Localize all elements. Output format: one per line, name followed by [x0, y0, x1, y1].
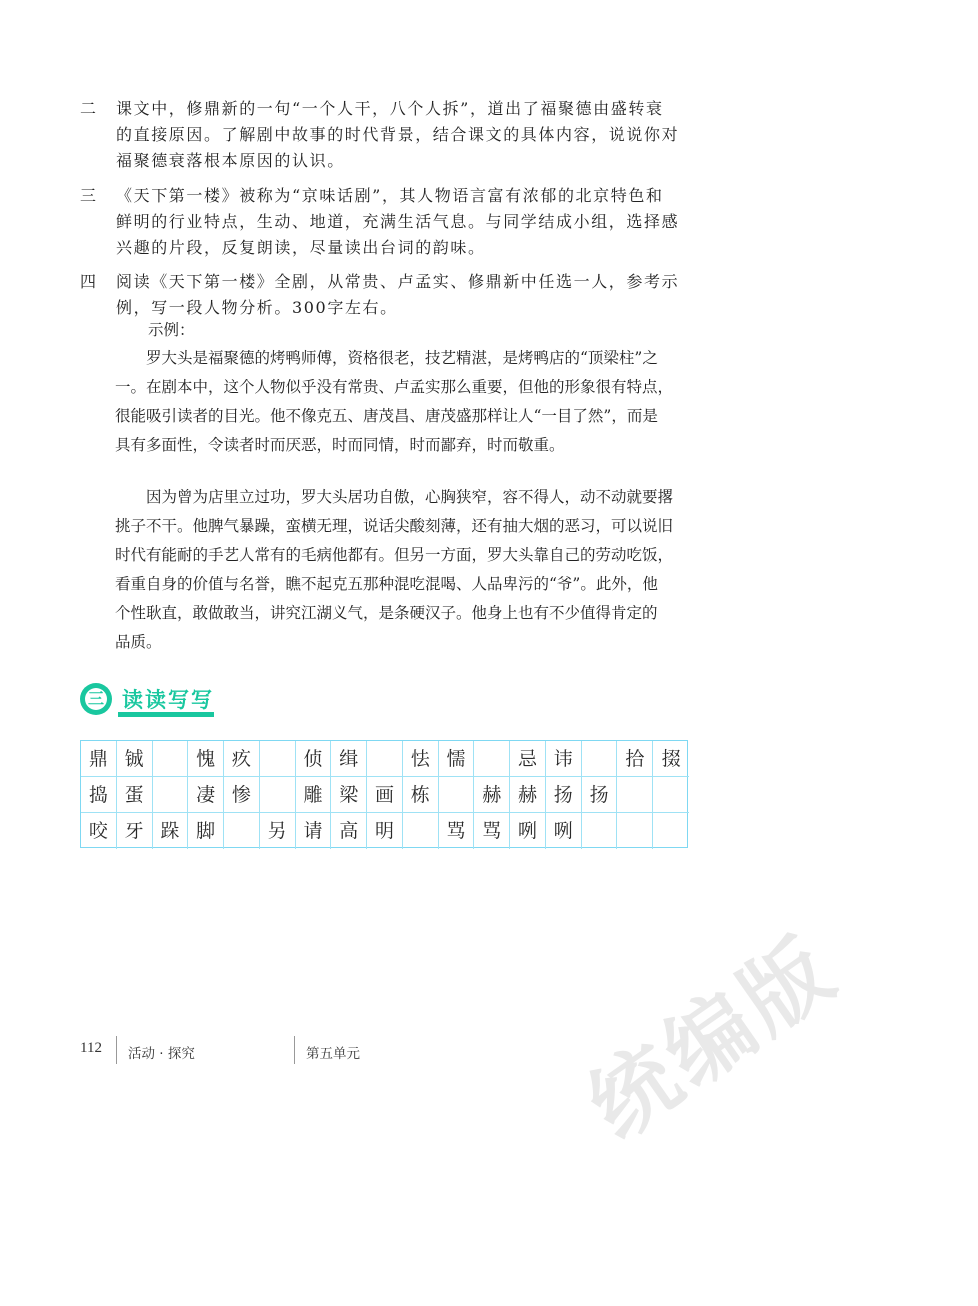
grid-cell: 骂: [474, 813, 510, 849]
example-line: 品质。: [115, 633, 162, 651]
grid-cell: 赫: [510, 777, 546, 813]
character-grid: [80, 740, 688, 848]
question-line: 鲜明的行业特点，生动、地道，充满生活气息。与同学结成小组，选择感: [116, 212, 680, 231]
footer-activity: 活动 · 探究: [128, 1046, 195, 1062]
example-line: 因为曾为店里立过功，罗大头居功自傲，心胸狭窄，容不得人，动不动就要撂: [115, 488, 674, 506]
example-line: 具有多面性，令读者时而厌恶，时而同情，时而鄙弃，时而敬重。: [115, 436, 565, 454]
question-number: 三: [80, 186, 97, 205]
page-number: 112: [80, 1040, 102, 1056]
grid-cell: 侦: [296, 741, 332, 777]
example-label: 示例：: [148, 321, 195, 339]
grid-cell: 鼎: [81, 741, 117, 777]
grid-cell: 画: [367, 777, 403, 813]
grid-cell: 铖: [117, 741, 153, 777]
grid-cell: 忌: [510, 741, 546, 777]
grid-cell: 缉: [331, 741, 367, 777]
grid-cell: [153, 777, 189, 813]
question-number: 二: [80, 99, 97, 118]
grid-cell: [224, 813, 260, 849]
grid-cell: [653, 777, 689, 813]
question-line: 兴趣的片段，反复朗读，尽量读出台词的韵味。: [116, 238, 486, 257]
grid-row: [81, 777, 687, 813]
grid-cell: [260, 741, 296, 777]
grid-cell: 讳: [546, 741, 582, 777]
grid-cell: 牙: [117, 813, 153, 849]
question-text: [116, 183, 716, 261]
question-line: 《天下第一楼》被称为“京味话剧”，其人物语言富有浓郁的北京特色和: [116, 186, 664, 205]
grid-cell: [582, 813, 618, 849]
example-line: 很能吸引读者的目光。他不像克五、唐茂昌、唐茂盛那样让人“一目了然”，而是: [115, 407, 658, 425]
grid-cell: 怯: [403, 741, 439, 777]
question-text: [116, 269, 716, 321]
example-line: 个性耿直，敢做敢当，讲究江湖义气，是条硬汉子。他身上也有不少值得肯定的: [115, 604, 658, 622]
grid-cell: 另: [260, 813, 296, 849]
section-underline: [118, 712, 214, 717]
example-line: 时代有能耐的手艺人常有的毛病他都有。但另一方面，罗大头靠自己的劳动吃饭，: [115, 546, 674, 564]
grid-cell: 脚: [188, 813, 224, 849]
grid-cell: [153, 741, 189, 777]
question-line: 例，写一段人物分析。300字左右。: [116, 298, 398, 317]
grid-cell: 捣: [81, 777, 117, 813]
example-line: 看重自身的价值与名誉，瞧不起克五那种混吃混喝、人品卑污的“爷”。此外，他: [115, 575, 658, 593]
grid-cell: [439, 777, 475, 813]
section-number-icon: [80, 683, 112, 715]
grid-cell: [617, 777, 653, 813]
question-line: 课文中，修鼎新的一句“一个人干，八个人拆”，道出了福聚德由盛转衰: [116, 99, 664, 118]
grid-cell: [403, 813, 439, 849]
section-number: 三: [85, 688, 107, 710]
grid-row: [81, 741, 687, 777]
example-paragraph-2: [115, 483, 695, 657]
grid-cell: 明: [367, 813, 403, 849]
grid-cell: 咧: [510, 813, 546, 849]
grid-cell: 请: [296, 813, 332, 849]
grid-cell: [617, 813, 653, 849]
grid-cell: [260, 777, 296, 813]
example-line: 罗大头是福聚德的烤鸭师傅，资格很老，技艺精湛，是烤鸭店的“顶梁柱”之: [115, 349, 658, 367]
example-line: 挑子不干。他脾气暴躁，蛮横无理，说话尖酸刻薄，还有抽大烟的恶习，可以说旧: [115, 517, 674, 535]
grid-cell: 扬: [582, 777, 618, 813]
grid-cell: [582, 741, 618, 777]
question-line: 的直接原因。了解剧中故事的时代背景，结合课文的具体内容，说说你对: [116, 125, 680, 144]
grid-row: [81, 813, 687, 849]
grid-cell: 拾: [617, 741, 653, 777]
footer-divider: [116, 1036, 117, 1064]
grid-cell: [653, 813, 689, 849]
grid-cell: 骂: [439, 813, 475, 849]
question-line: 阅读《天下第一楼》全剧，从常贵、卢孟实、修鼎新中任选一人，参考示: [116, 272, 680, 291]
grid-cell: 赫: [474, 777, 510, 813]
grid-cell: 愧: [188, 741, 224, 777]
grid-cell: 高: [331, 813, 367, 849]
grid-cell: 疚: [224, 741, 260, 777]
question-text: [116, 96, 716, 174]
grid-cell: 跺: [153, 813, 189, 849]
grid-cell: 咧: [546, 813, 582, 849]
footer-unit: 第五单元: [306, 1046, 360, 1062]
question-line: 福聚德衰落根本原因的认识。: [116, 151, 345, 170]
watermark: 统编版: [571, 918, 855, 1159]
grid-cell: 懦: [439, 741, 475, 777]
grid-cell: 扬: [546, 777, 582, 813]
grid-cell: 咬: [81, 813, 117, 849]
example-line: 一。在剧本中，这个人物似乎没有常贵、卢孟实那么重要，但他的形象很有特点，: [115, 378, 674, 396]
grid-cell: 栋: [403, 777, 439, 813]
example-paragraph-1: [115, 344, 695, 460]
grid-cell: [367, 741, 403, 777]
grid-cell: 掇: [653, 741, 689, 777]
grid-cell: 蛋: [117, 777, 153, 813]
grid-cell: 梁: [331, 777, 367, 813]
grid-cell: 惨: [224, 777, 260, 813]
grid-cell: 凄: [188, 777, 224, 813]
grid-cell: 雕: [296, 777, 332, 813]
grid-cell: [474, 741, 510, 777]
footer-divider: [294, 1036, 295, 1064]
question-number: 四: [80, 272, 97, 291]
section-title: 读读写写: [122, 688, 214, 712]
